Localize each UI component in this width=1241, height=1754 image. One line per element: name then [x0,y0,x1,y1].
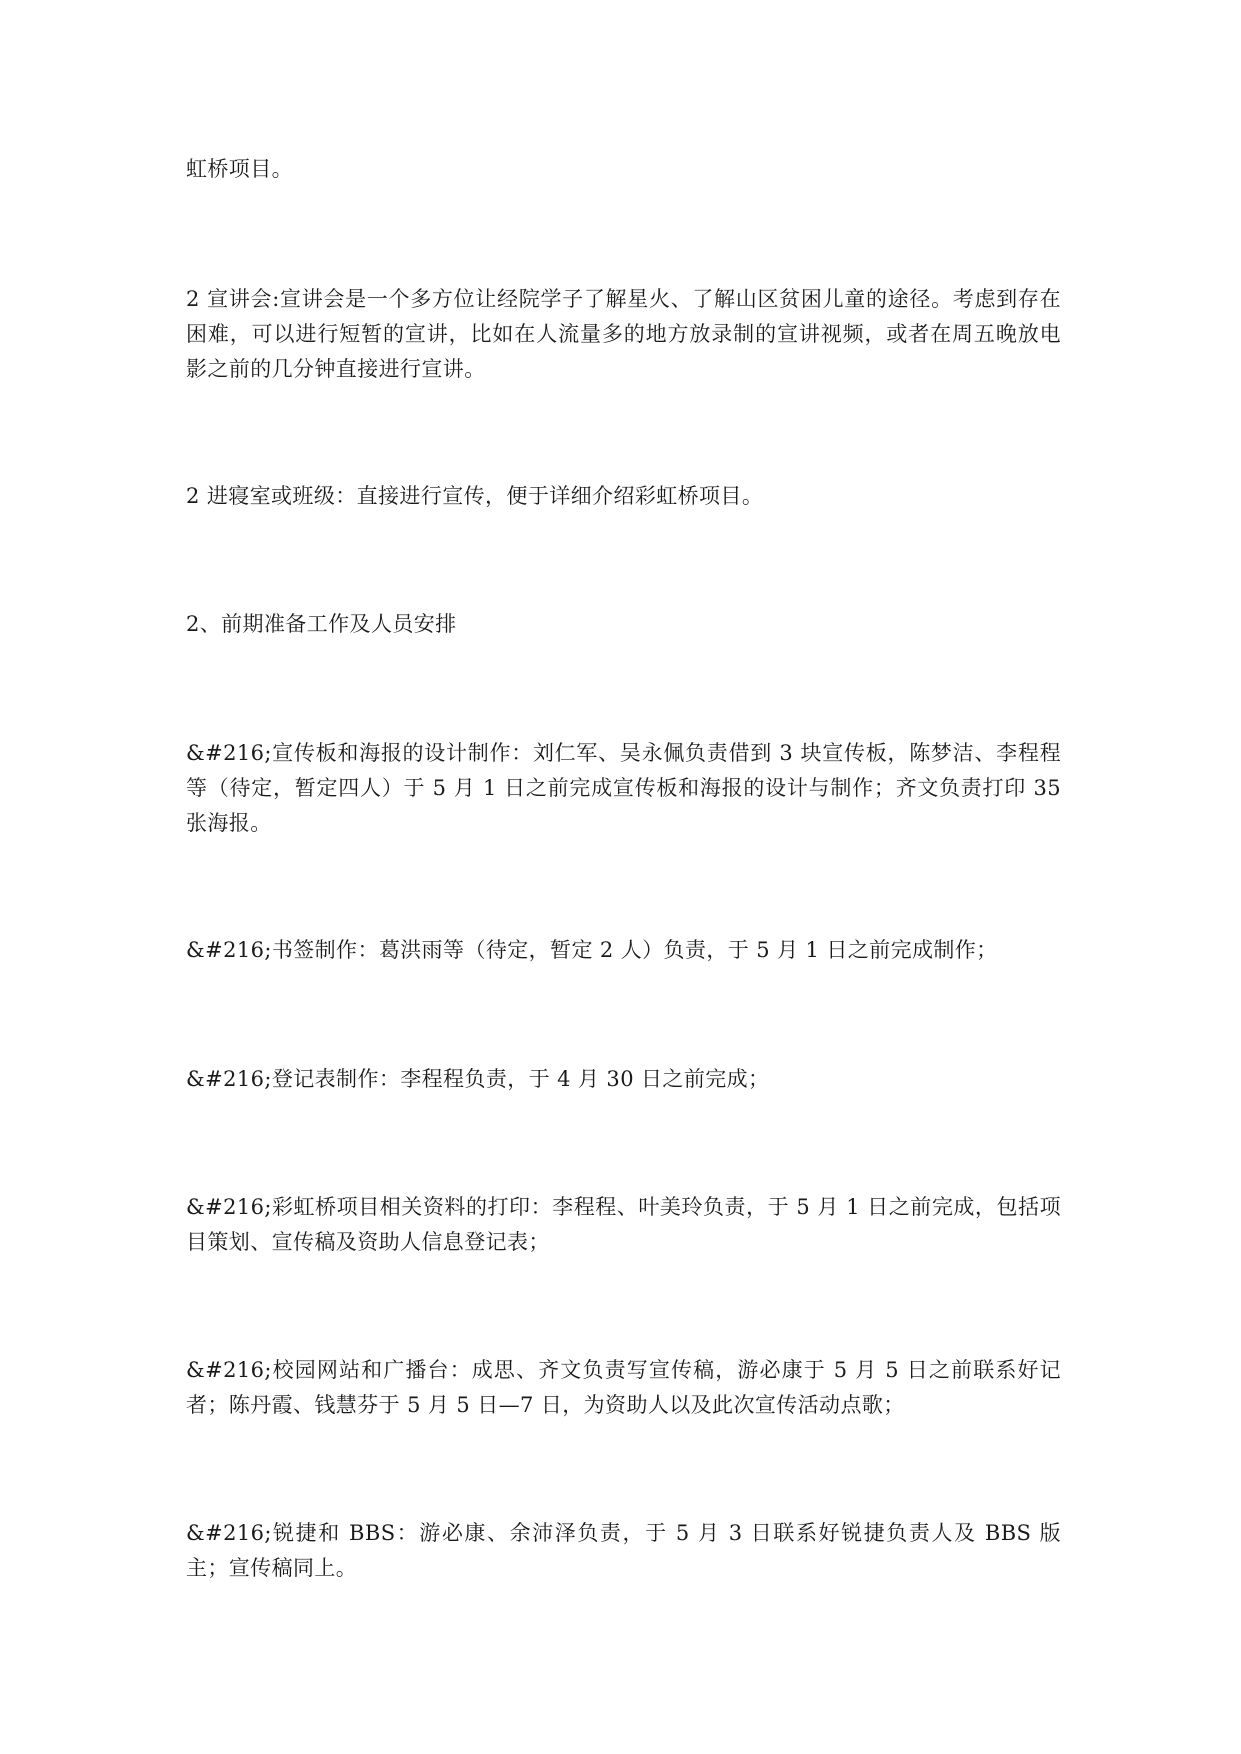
paragraph-boards-posters: &#216;宣传板和海报的设计制作：刘仁军、吴永佩负责借到 3 块宣传板，陈梦洁、李程程等（待定，暂定四人）于 5 月 1 日之前完成宣传板和海报的设计与制作；齐文负责打印 35 张海报。 [186,741,1069,835]
paragraph-presentation: 2 宣讲会:宣讲会是一个多方位让经院学子了解星火、了解山区贫困儿童的途径。考虑到存在困难，可以进行短暂的宣讲，比如在人流量多的地方放录制的宣讲视频，或者在周五晚放电影之前的几分钟直接进行宣讲。 [186,287,1061,381]
paragraph-registration-form: &#216;登记表制作：李程程负责，于 4 月 30 日之前完成； [186,1067,770,1091]
paragraph-website-radio: &#216;校园网站和广播台：成思、齐文负责写宣传稿，游必康于 5 月 5 日之前联系好记者；陈丹霞、钱慧芬于 5 月 5 日—7 日，为资助人以及此次宣传活动点歌； [186,1358,1061,1417]
paragraph-project-tail: 虹桥项目。 [186,157,293,181]
paragraph-printing: &#216;彩虹桥项目相关资料的打印：李程程、叶美玲负责，于 5 月 1 日之前完成，包括项目策划、宣传稿及资助人信息登记表； [186,1195,1061,1254]
paragraph-ruijie-bbs: &#216;锐捷和 BBS：游必康、余沛泽负责，于 5 月 3 日联系好锐捷负责人及 BBS 版主；宣传稿同上。 [186,1521,1061,1580]
paragraph-dorm-class: 2 进寝室或班级：直接进行宣传，便于详细介绍彩虹桥项目。 [186,484,764,508]
paragraph-bookmarks: &#216;书签制作：葛洪雨等（待定，暂定 2 人）负责，于 5 月 1 日之前完成制作； [186,938,998,962]
section-heading-preparation: 2、前期准备工作及人员安排 [186,612,457,636]
